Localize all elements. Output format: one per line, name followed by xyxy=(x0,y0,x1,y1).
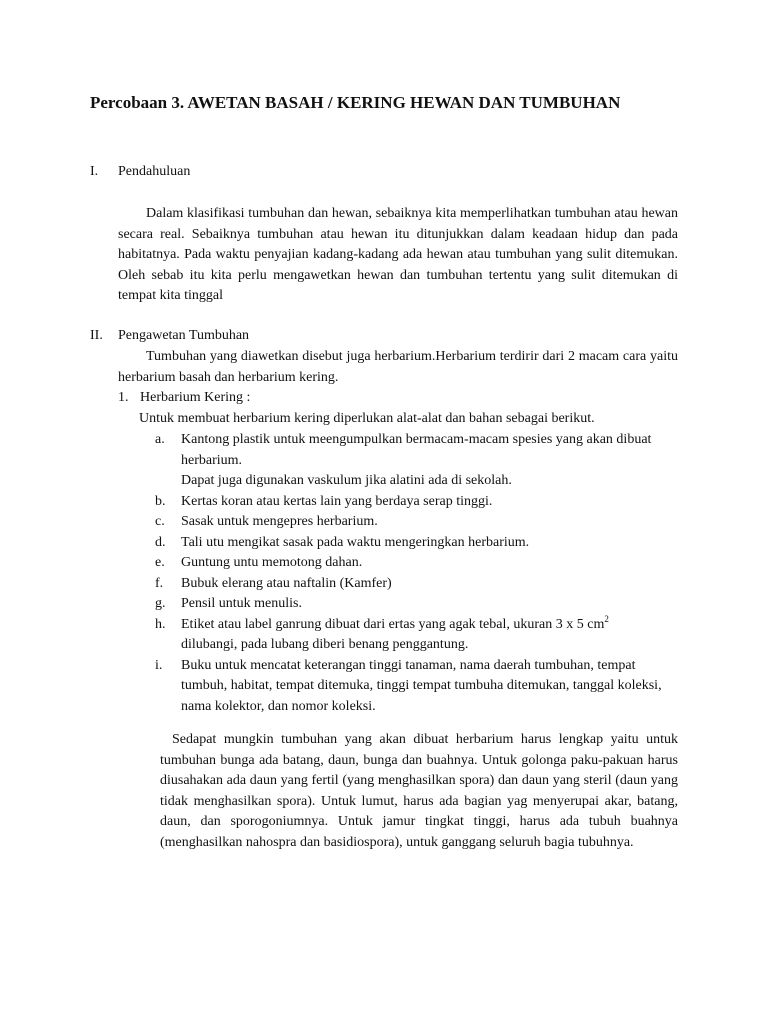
subsection-title: Herbarium Kering : xyxy=(140,390,251,405)
materials-list xyxy=(155,430,680,717)
subsection-heading-herbarium-kering xyxy=(118,388,678,409)
list-item xyxy=(155,553,680,574)
list-item-text: Kertas koran atau kertas lain yang berdaya serap tinggi. xyxy=(181,493,493,509)
list-marker: h. xyxy=(155,616,166,632)
list-marker: e. xyxy=(155,555,165,570)
list-marker: g. xyxy=(155,596,166,611)
herbarium-intro-paragraph: Tumbuhan yang diawetkan disebut juga herbarium.Herbarium terdirir dari 2 macam cara yaitu herbarium basah dan herbarium kering. xyxy=(118,349,678,385)
list-item xyxy=(155,656,680,718)
section-title: Pendahuluan xyxy=(118,164,191,179)
list-item-text: Etiket atau label ganrung dibuat dari ertas yang agak tebal, ukuran 3 x 5 cm xyxy=(181,616,605,632)
subsection-number: 1. xyxy=(118,390,129,405)
list-marker: f. xyxy=(155,575,164,591)
list-item xyxy=(155,594,680,615)
list-item xyxy=(155,430,680,492)
list-marker: a. xyxy=(155,432,165,447)
list-item-note: Dapat juga digunakan vaskulum jika alatini ada di sekolah. xyxy=(181,473,512,488)
list-marker: i. xyxy=(155,657,163,673)
superscript-exponent: 2 xyxy=(604,613,609,624)
list-item xyxy=(155,574,680,595)
section-number: I. xyxy=(90,164,99,179)
list-item-text: Pensil untuk menulis. xyxy=(181,596,302,611)
intro-paragraph: Dalam klasifikasi tumbuhan dan hewan, sebaiknya kita memperlihatkan tumbuhan atau hewan secara real. Sebaiknya tumbuhan atau hewan itu ditunjukkan dalam keadaan hidup dan pada habitatnya. Pada waktu penyajian kadang-kadang ada hewan atau tumbuhan yang sulit ditemukan. Oleh sebab itu kita perlu mengawetkan hewan dan tumbuhan tertentu yang sulit ditemukan di tempat kita tinggal xyxy=(118,206,678,303)
list-item-text: Sasak untuk mengepres herbarium. xyxy=(181,514,378,529)
list-item xyxy=(155,492,680,513)
section-title: Pengawetan Tumbuhan xyxy=(118,328,250,343)
list-marker: d. xyxy=(155,534,166,550)
list-item xyxy=(155,533,680,554)
section-number: II. xyxy=(90,328,103,343)
list-item-text: Guntung untu memotong dahan. xyxy=(181,555,363,570)
list-item-text: Tali utu mengikat sasak pada waktu mengeringkan herbarium. xyxy=(181,534,530,550)
list-marker: b. xyxy=(155,493,166,509)
document-title: Percobaan 3. AWETAN BASAH / KERING HEWAN DAN TUMBUHAN xyxy=(90,93,621,112)
list-item-text: Kantong plastik untuk meengumpulkan bermacam-macam spesies yang akan dibuat herbarium. xyxy=(181,432,652,468)
list-marker: c. xyxy=(155,514,165,529)
materials-intro: Untuk membuat herbarium kering diperlukan alat-alat dan bahan sebagai berikut. xyxy=(139,411,595,426)
list-item-text-continued: dilubangi, pada lubang diberi benang penggantung. xyxy=(181,637,469,652)
closing-paragraph: Sedapat mungkin tumbuhan yang akan dibuat herbarium harus lengkap yaitu untuk tumbuhan bunga ada batang, daun, bunga dan buahnya. Untuk golonga paku-pakuan harus diusahakan ada daun yang fertil (yang menghasilkan spora) dan daun yang steril (daun yang tidak menghasilkan spora). Untuk lumut, harus ada bagian yag menyerupai akar, batang, daun, dan sporogoniumnya. Untuk jamur tingkat tinggi, harus ada tubuh buahnya (menghasilkan nahospra dan basidiospora), untuk ganggang seluruh bagia tubuhnya. xyxy=(160,732,678,850)
list-item-text: Bubuk elerang atau naftalin (Kamfer) xyxy=(181,575,392,591)
list-item xyxy=(155,615,680,656)
list-item-text: Buku untuk mencatat keterangan tinggi tanaman, nama daerah tumbuhan, tempat tumbuh, habitat, tempat ditemuka, tinggi tempat tumbuha ditemukan, tanggal koleksi, nama kolektor, dan nomor koleksi. xyxy=(181,657,662,714)
list-item xyxy=(155,512,680,533)
